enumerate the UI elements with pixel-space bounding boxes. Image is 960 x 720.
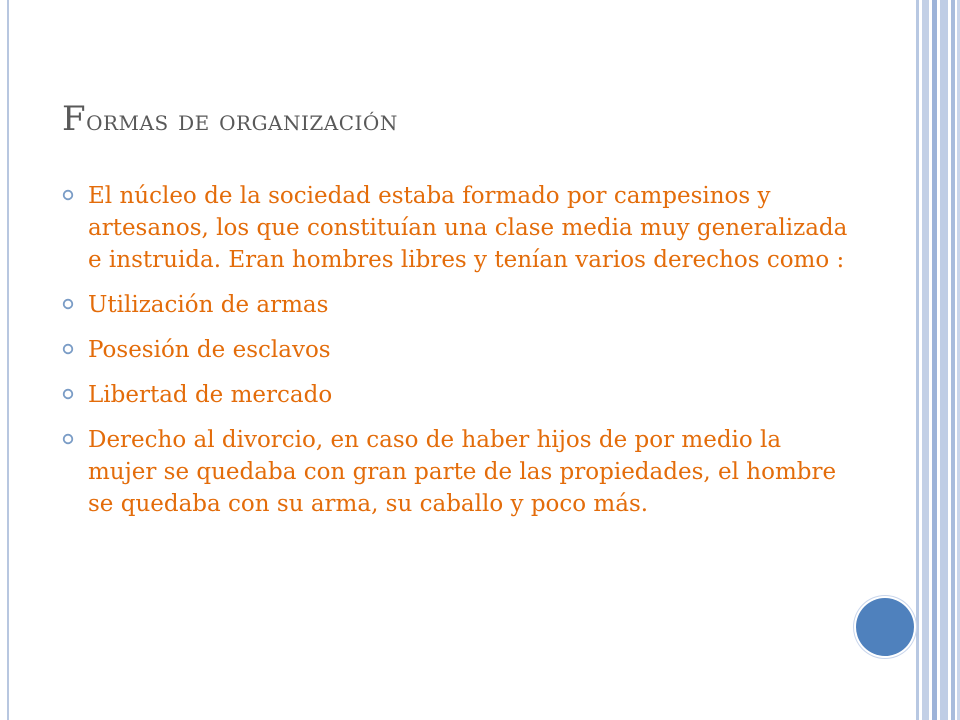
bullet-item <box>62 180 852 276</box>
slide-title <box>62 96 882 144</box>
blue-circle-ornament <box>856 598 914 656</box>
stripe <box>932 0 937 720</box>
stripe <box>922 0 929 720</box>
hollow-circle-bullet-icon <box>62 343 74 355</box>
bullet-item <box>62 424 852 520</box>
hollow-circle-bullet-icon <box>62 433 74 445</box>
bullet-text: Libertad de mercado <box>88 382 333 408</box>
bullet-text: Utilización de armas <box>88 292 329 318</box>
bullet-item <box>62 334 852 366</box>
bullet-list <box>62 180 852 533</box>
bullet-text: Posesión de esclavos <box>88 337 331 363</box>
title-rest: ormas de organización <box>86 104 398 137</box>
hollow-circle-bullet-icon <box>62 189 74 201</box>
bullet-item <box>62 289 852 321</box>
bullet-text: El núcleo de la sociedad estaba formado por campesinos y artesanos, los que constituían una clase media muy generalizada e instruida. Eran hombres libres y tenían varios derechos como : <box>88 183 848 273</box>
stripe <box>951 0 955 720</box>
hollow-circle-bullet-icon <box>62 388 74 400</box>
stripe <box>916 0 919 720</box>
title-initial: F <box>62 99 87 139</box>
frame-left-line <box>7 0 9 720</box>
hollow-circle-bullet-icon <box>62 298 74 310</box>
bullet-text: Derecho al divorcio, en caso de haber hijos de por medio la mujer se quedaba con gran parte de las propiedades, el hombre se quedaba con su arma, su caballo y poco más. <box>88 427 837 517</box>
bullet-item <box>62 379 852 411</box>
stripe <box>940 0 948 720</box>
